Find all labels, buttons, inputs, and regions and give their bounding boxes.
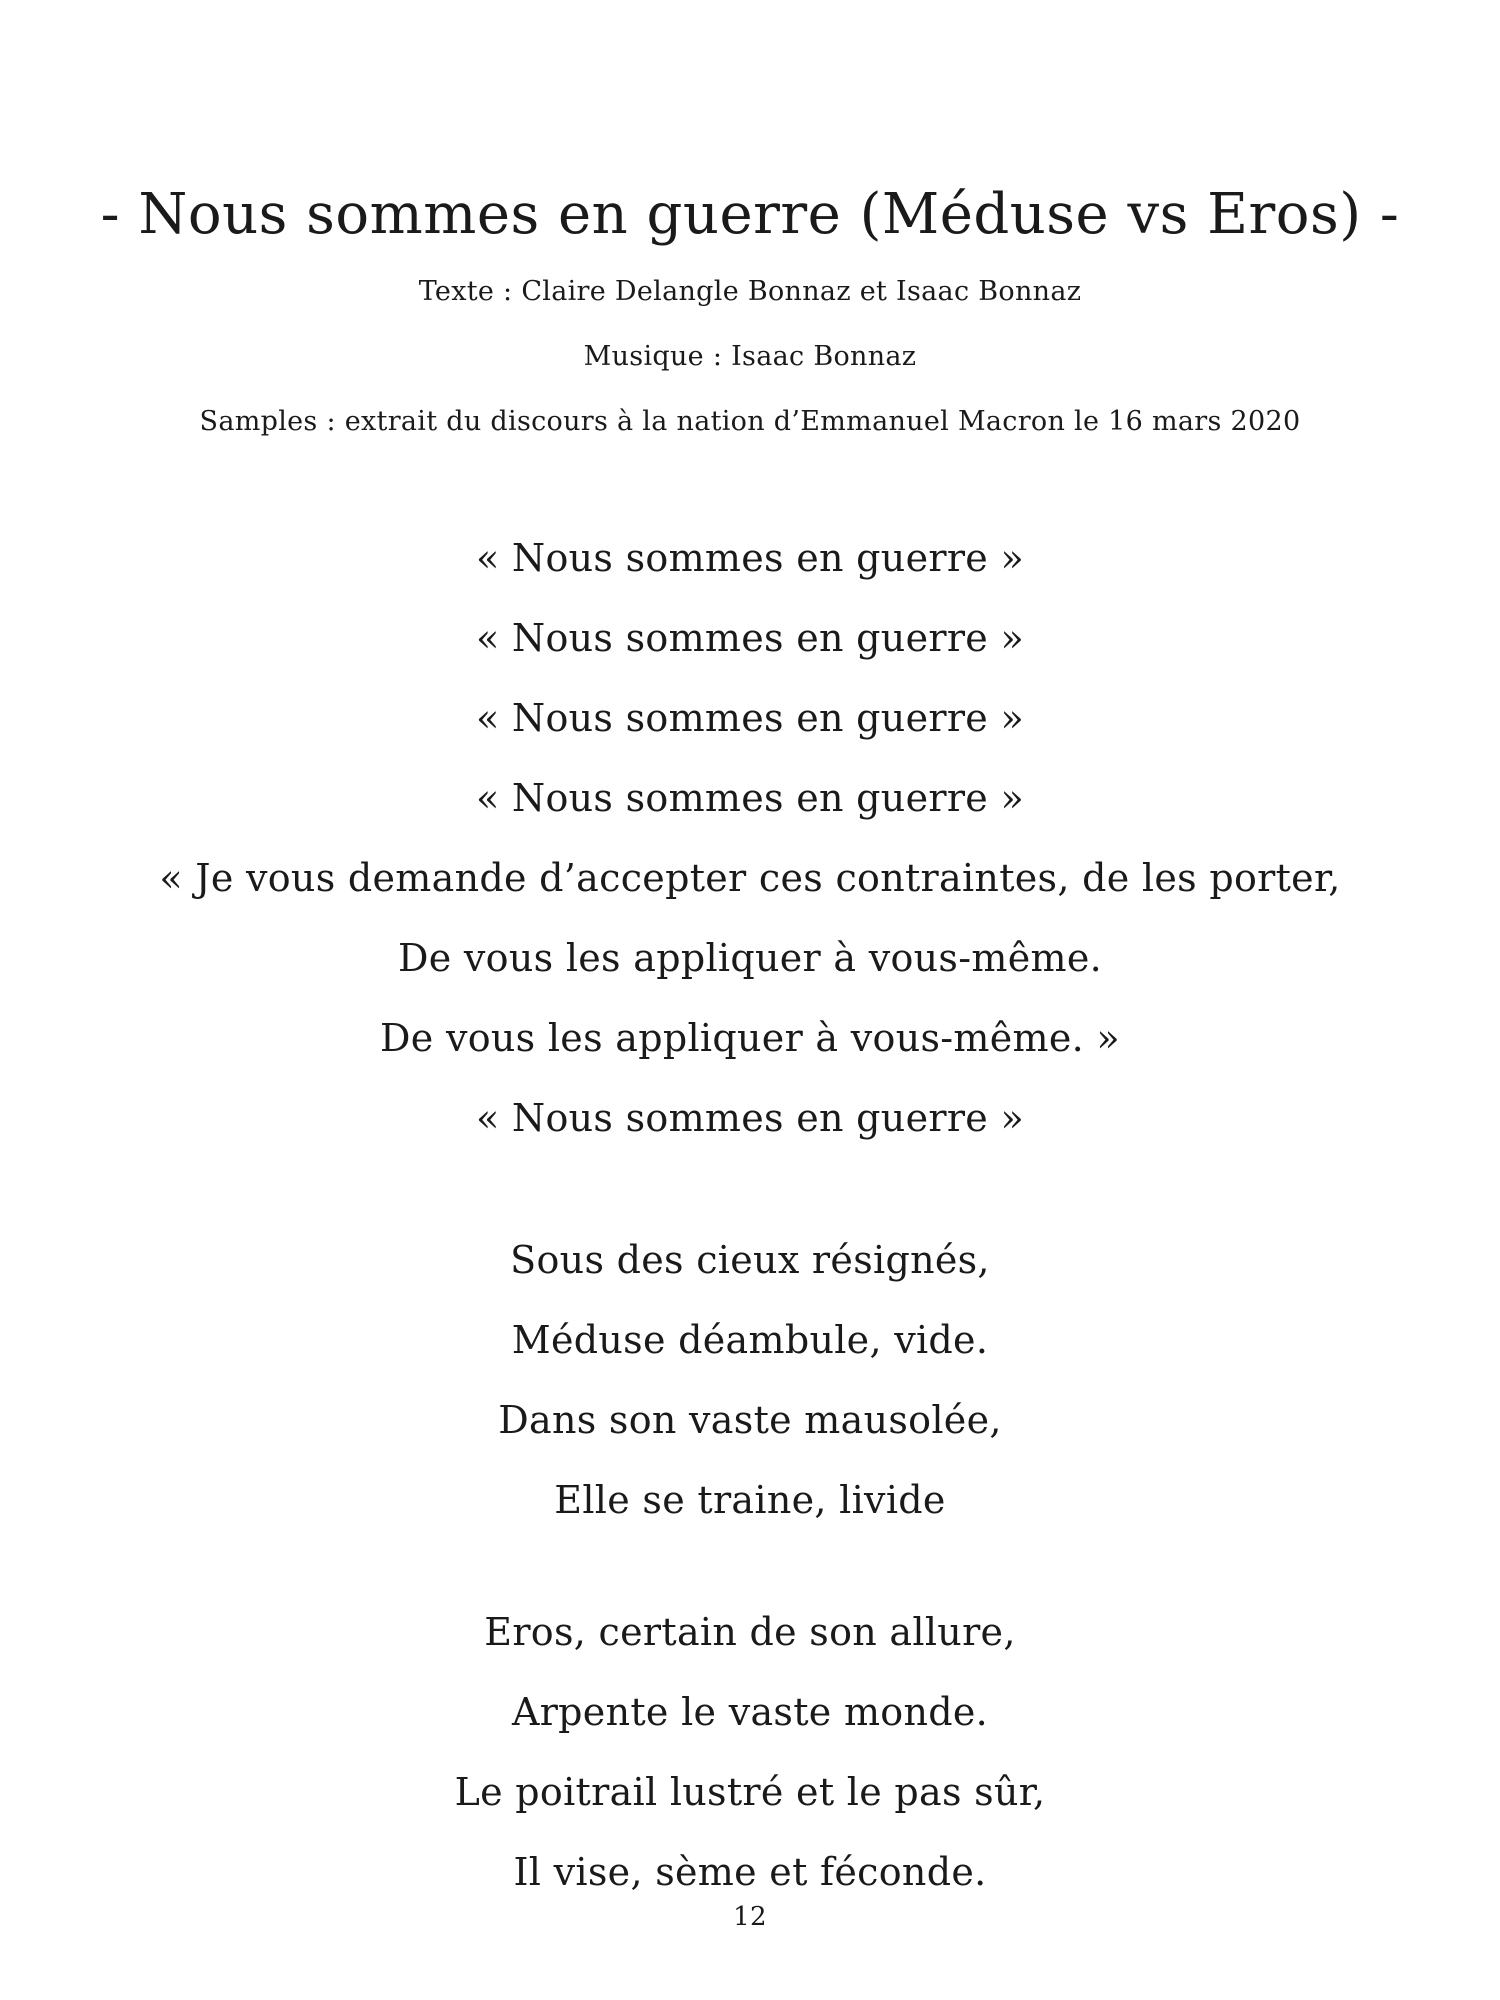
verse-line: Elle se traine, livide xyxy=(554,1478,946,1522)
verse-line: « Nous sommes en guerre » xyxy=(476,696,1024,740)
verse-line: Méduse déambule, vide. xyxy=(511,1318,989,1362)
verse-line: « Je vous demande d’accepter ces contraintes, de les porter, xyxy=(159,856,1341,900)
verse-line: « Nous sommes en guerre » xyxy=(476,536,1024,580)
verse-line: Dans son vaste mausolée, xyxy=(498,1398,1002,1442)
verse-line: De vous les appliquer à vous-même. xyxy=(397,936,1102,980)
verse-line: Sous des cieux résignés, xyxy=(510,1238,990,1282)
verse-line: De vous les appliquer à vous-même. » xyxy=(380,1016,1120,1060)
credit-samples: Samples : extrait du discours à la nation d’Emmanuel Macron le 16 mars 2020 xyxy=(199,406,1301,437)
credit-text: Texte : Claire Delangle Bonnaz et Isaac Bonnaz xyxy=(418,276,1082,307)
verse-line: « Nous sommes en guerre » xyxy=(476,1096,1024,1140)
verse-line: « Nous sommes en guerre » xyxy=(476,776,1024,820)
page-number: 12 xyxy=(733,1902,767,1932)
credit-music: Musique : Isaac Bonnaz xyxy=(583,341,917,372)
song-title: - Nous sommes en guerre (Méduse vs Eros) - xyxy=(100,182,1400,247)
verse-line: « Nous sommes en guerre » xyxy=(476,616,1024,660)
verse-line: Arpente le vaste monde. xyxy=(511,1690,989,1734)
verse-line: Il vise, sème et féconde. xyxy=(513,1850,987,1894)
verse-line: Le poitrail lustré et le pas sûr, xyxy=(454,1770,1046,1814)
verse-line: Eros, certain de son allure, xyxy=(484,1610,1016,1654)
